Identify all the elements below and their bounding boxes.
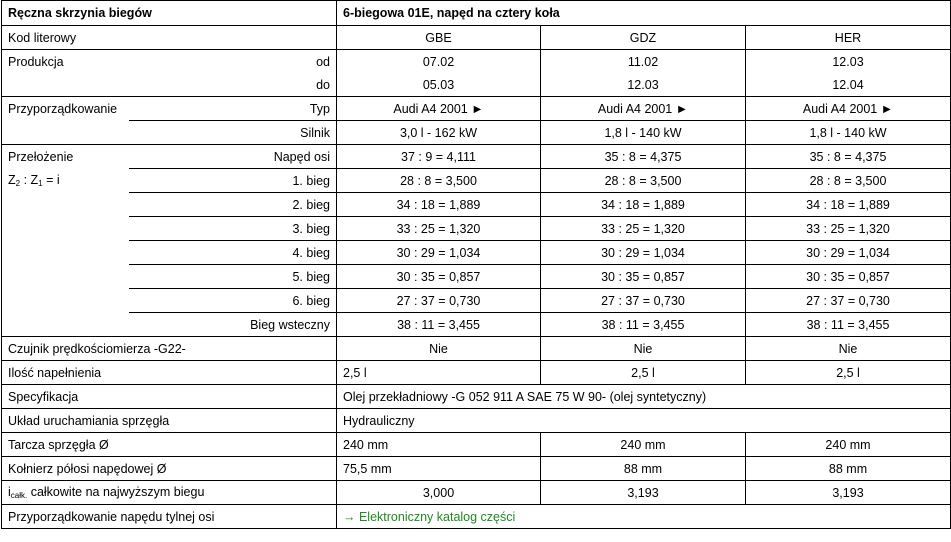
speed-sensor-label: Czujnik prędkościomierza -G22- [2, 337, 337, 361]
ratio-cell: 30 : 35 = 0,857 [337, 265, 541, 289]
ratio-cell: 28 : 8 = 3,500 [337, 169, 541, 193]
assignment-type-row [2, 97, 951, 121]
production-to: 05.03 [337, 73, 541, 97]
ratio-row-label: 6. bieg [129, 289, 337, 313]
fill-cell: 2,5 l [746, 361, 951, 385]
clutch-system-row [2, 409, 951, 433]
header-title: Ręczna skrzynia biegów [2, 1, 337, 26]
spec-label: Specyfikacja [2, 385, 337, 409]
engine-cell: 3,0 l - 162 kW [337, 121, 541, 145]
speed-sensor-cell: Nie [541, 337, 746, 361]
ratio-row [2, 313, 951, 337]
ratio-row [2, 265, 951, 289]
assignment-engine-row [2, 121, 951, 145]
flange-cell: 88 mm [541, 457, 746, 481]
ratio-cell: 27 : 37 = 0,730 [746, 289, 951, 313]
rear-axle-row [2, 505, 951, 529]
rear-axle-label: Przyporządkowanie napędu tylnej osi [2, 505, 337, 529]
ratio-cell: 30 : 35 = 0,857 [746, 265, 951, 289]
engine-label: Silnik [129, 121, 337, 145]
header-subtitle: 6-biegowa 01E, napęd na cztery koła [337, 1, 951, 26]
ratio-cell: 34 : 18 = 1,889 [746, 193, 951, 217]
flange-cell: 88 mm [746, 457, 951, 481]
clutch-disc-cell: 240 mm [541, 433, 746, 457]
spec-value: Olej przekładniowy -G 052 911 A SAE 75 W 90- (olej syntetyczny) [337, 385, 951, 409]
code-cell: GDZ [541, 26, 746, 50]
type-link[interactable]: Audi A4 2001 ► [746, 97, 951, 121]
fill-row [2, 361, 951, 385]
ratio-row [2, 193, 951, 217]
ratio-cell: 27 : 37 = 0,730 [337, 289, 541, 313]
engine-cell: 1,8 l - 140 kW [541, 121, 746, 145]
fill-label: Ilość napełnienia [2, 361, 337, 385]
gearbox-table [1, 0, 951, 529]
ratio-cell: 28 : 8 = 3,500 [746, 169, 951, 193]
itotal-label: $i_{całk.}$ całkowite na najwyższym biegu [2, 481, 337, 505]
code-cell: GBE [337, 26, 541, 50]
ratio-row-label: 4. bieg [129, 241, 337, 265]
type-link[interactable]: Audi A4 2001 ► [541, 97, 746, 121]
ratio-cell: 28 : 8 = 3,500 [541, 169, 746, 193]
parts-catalog-link[interactable]: → Elektroniczny katalog części [337, 505, 951, 529]
code-row [2, 26, 951, 50]
ratio-label: Przełożenie [2, 145, 129, 169]
production-to: 12.04 [746, 73, 951, 97]
production-to-label: do [129, 73, 337, 97]
itotal-cell: 3,193 [746, 481, 951, 505]
ratio-row-label: 1. bieg [129, 169, 337, 193]
ratio-cell: 30 : 29 = 1,034 [746, 241, 951, 265]
itotal-cell: 3,000 [337, 481, 541, 505]
ratio-row-label: 5. bieg [129, 265, 337, 289]
production-from-label: od [129, 50, 337, 74]
ratio-row-label: Bieg wsteczny [129, 313, 337, 337]
ratio-cell: 27 : 37 = 0,730 [541, 289, 746, 313]
flange-row [2, 457, 951, 481]
flange-cell: 75,5 mm [337, 457, 541, 481]
production-from-row [2, 50, 951, 74]
clutch-disc-cell: 240 mm [337, 433, 541, 457]
ratio-cell: 30 : 29 = 1,034 [541, 241, 746, 265]
flange-label: Kołnierz półosi napędowej Ø [2, 457, 337, 481]
spec-row [2, 385, 951, 409]
ratio-cell: 30 : 35 = 0,857 [541, 265, 746, 289]
ratio-cell: 38 : 11 = 3,455 [337, 313, 541, 337]
ratio-row [2, 289, 951, 313]
production-from: 07.02 [337, 50, 541, 74]
ratio-row-label: 2. bieg [129, 193, 337, 217]
ratio-row [2, 169, 951, 193]
speed-sensor-cell: Nie [746, 337, 951, 361]
ratio-row [2, 145, 951, 169]
speed-sensor-row [2, 337, 951, 361]
production-to-row [2, 73, 951, 97]
type-label: Typ [129, 97, 337, 121]
clutch-system-value: Hydrauliczny [337, 409, 951, 433]
code-label: Kod literowy [2, 26, 337, 50]
clutch-disc-cell: 240 mm [746, 433, 951, 457]
production-to: 12.03 [541, 73, 746, 97]
ratio-cell: 33 : 25 = 1,320 [746, 217, 951, 241]
ratio-row-label: Napęd osi [129, 145, 337, 169]
ratio-row [2, 217, 951, 241]
type-link[interactable]: Audi A4 2001 ► [337, 97, 541, 121]
clutch-disc-label: Tarcza sprzęgła Ø [2, 433, 337, 457]
clutch-disc-row [2, 433, 951, 457]
ratio-formula: $Z_2$ : $Z_1 = i$ [2, 169, 129, 193]
assignment-label: Przyporządkowanie [2, 97, 129, 121]
engine-cell: 1,8 l - 140 kW [746, 121, 951, 145]
ratio-cell: 33 : 25 = 1,320 [541, 217, 746, 241]
speed-sensor-cell: Nie [337, 337, 541, 361]
clutch-system-label: Układ uruchamiania sprzęgła [2, 409, 337, 433]
ratio-row-label: 3. bieg [129, 217, 337, 241]
ratio-cell: 33 : 25 = 1,320 [337, 217, 541, 241]
fill-cell: 2,5 l [541, 361, 746, 385]
production-from: 11.02 [541, 50, 746, 74]
ratio-row [2, 241, 951, 265]
production-label: Produkcja [2, 50, 129, 74]
ratio-cell: 38 : 11 = 3,455 [541, 313, 746, 337]
itotal-row [2, 481, 951, 505]
code-cell: HER [746, 26, 951, 50]
fill-cell: 2,5 l [337, 361, 541, 385]
header-row [2, 1, 951, 26]
production-from: 12.03 [746, 50, 951, 74]
ratio-cell: 30 : 29 = 1,034 [337, 241, 541, 265]
ratio-cell: 35 : 8 = 4,375 [541, 145, 746, 169]
ratio-cell: 35 : 8 = 4,375 [746, 145, 951, 169]
ratio-cell: 34 : 18 = 1,889 [541, 193, 746, 217]
ratio-cell: 34 : 18 = 1,889 [337, 193, 541, 217]
ratio-cell: 37 : 9 = 4,111 [337, 145, 541, 169]
ratio-cell: 38 : 11 = 3,455 [746, 313, 951, 337]
itotal-cell: 3,193 [541, 481, 746, 505]
